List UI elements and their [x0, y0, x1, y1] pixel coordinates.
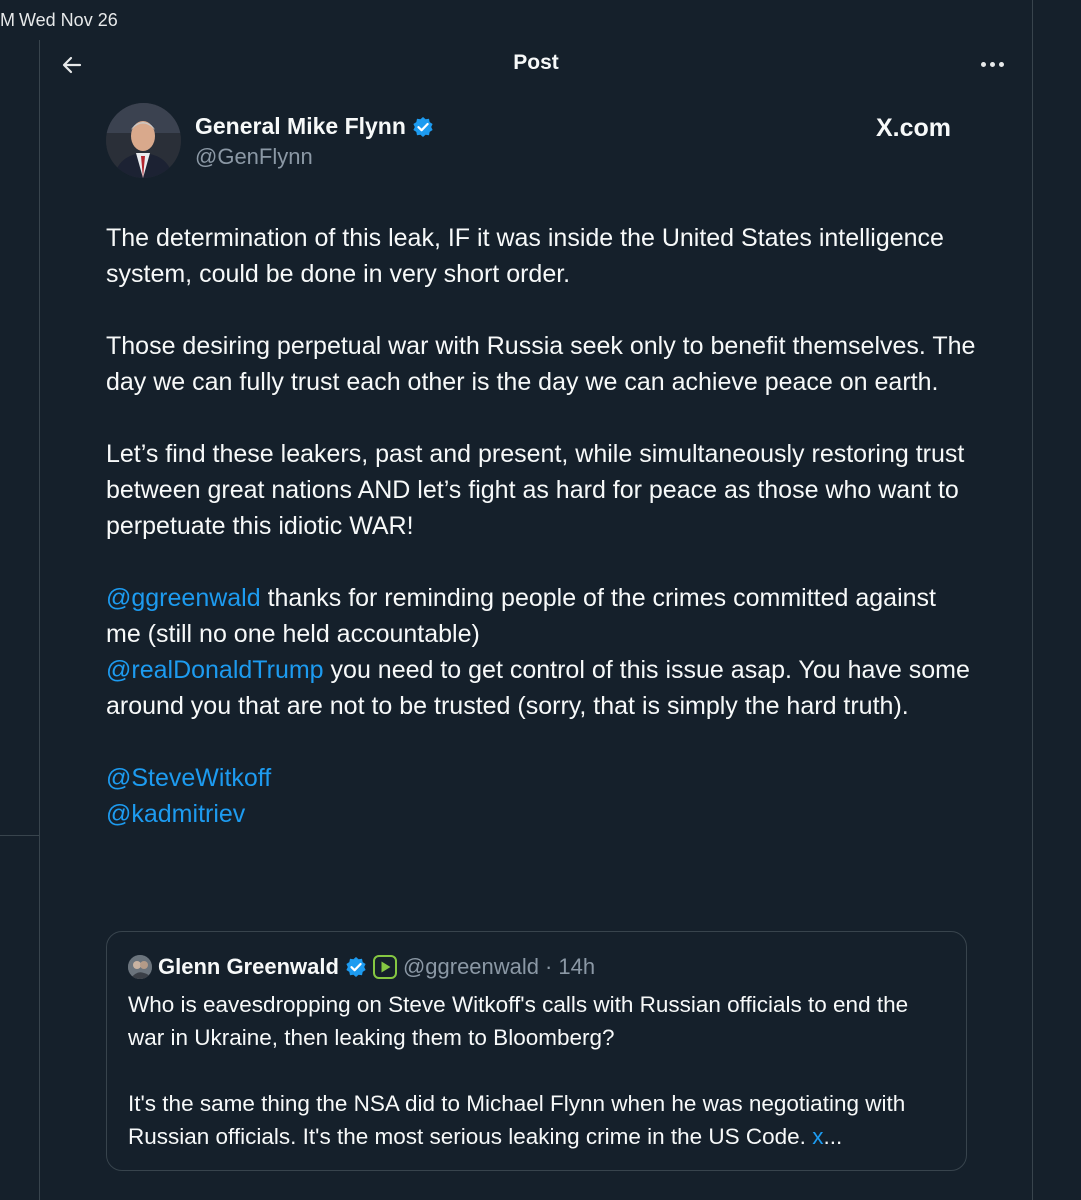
avatar[interactable] — [106, 103, 181, 178]
quoted-author-name[interactable]: Glenn Greenwald — [158, 954, 339, 979]
more-dots-icon — [999, 62, 1004, 67]
avatar-portrait-icon — [106, 103, 181, 178]
post-author — [106, 103, 966, 183]
mention-link[interactable]: @realDonaldTrump — [106, 656, 324, 684]
more-dots-icon — [981, 62, 986, 67]
author-handle[interactable]: @GenFlynn — [195, 144, 313, 169]
tweet-text-run: you need to get control of this issue asap. You have some around you that are not to be trusted (sorry, that is simply the hard truth). — [106, 656, 970, 720]
quoted-author-handle[interactable]: @ggreenwald — [402, 954, 540, 979]
mention-link[interactable]: @ggreenwald — [106, 584, 261, 612]
tweet-text-run: thanks for reminding people of the crimes committed against me (still no one held accountable) — [106, 584, 936, 648]
quoted-post-header — [128, 952, 595, 982]
tweet-paragraph — [106, 760, 976, 796]
tweet-paragraph: Those desiring perpetual war with Russia seek only to benefit themselves. The day we can fully trust each other is the day we can achieve peace on earth. — [106, 332, 976, 396]
mention-link[interactable]: @SteveWitkoff — [106, 764, 272, 792]
quoted-post[interactable] — [106, 931, 967, 1171]
post-header — [40, 40, 1032, 88]
more-options-button[interactable] — [972, 46, 1012, 82]
tweet-paragraph: The determination of this leak, IF it was inside the United States intelligence system, could be done in very short order. — [106, 224, 944, 288]
separator-dot: · — [545, 954, 553, 979]
verified-badge-icon — [412, 116, 434, 138]
status-date: Wed Nov 26 — [19, 10, 118, 30]
ellipsis: ... — [823, 1124, 843, 1149]
left-column-divider — [39, 40, 40, 1200]
more-dots-icon — [990, 62, 995, 67]
tweet-paragraph — [106, 652, 976, 724]
tweet-paragraph — [106, 796, 976, 832]
quoted-text-run: It's the same thing the NSA did to Michael Flynn when he was negotiating with Russian officials. It's the most serious leaking crime in the US Code. — [128, 1091, 906, 1149]
left-column-rule — [0, 835, 39, 836]
verified-badge-icon — [345, 956, 367, 978]
truncated-link[interactable]: x — [812, 1124, 824, 1149]
page-title: Post — [513, 51, 559, 74]
right-column-divider — [1032, 0, 1033, 1200]
status-bar — [0, 0, 1081, 40]
source-label: X.com — [876, 114, 952, 142]
tweet-paragraph — [106, 580, 976, 652]
rumble-badge-icon — [373, 955, 397, 979]
author-name[interactable] — [195, 113, 434, 140]
quoted-paragraph — [128, 1087, 948, 1153]
tweet-text — [106, 220, 976, 832]
avatar[interactable] — [128, 955, 152, 979]
mention-link[interactable]: @kadmitriev — [106, 800, 246, 828]
quoted-post-text — [128, 988, 948, 1153]
avatar-portrait-icon — [128, 955, 152, 979]
quoted-post-time[interactable]: 14h — [558, 954, 596, 979]
tweet-paragraph: Let’s find these leakers, past and present, while simultaneously restoring trust between great nations AND let’s fight as hard for peace as those who want to perpetuate this idiotic WAR! — [106, 440, 965, 540]
author-name-text: General Mike Flynn — [195, 113, 406, 139]
quoted-paragraph: Who is eavesdropping on Steve Witkoff's calls with Russian officials to end the war in Ukraine, then leaking them to Bloomberg? — [128, 992, 909, 1050]
status-time-fragment: M — [0, 10, 15, 30]
